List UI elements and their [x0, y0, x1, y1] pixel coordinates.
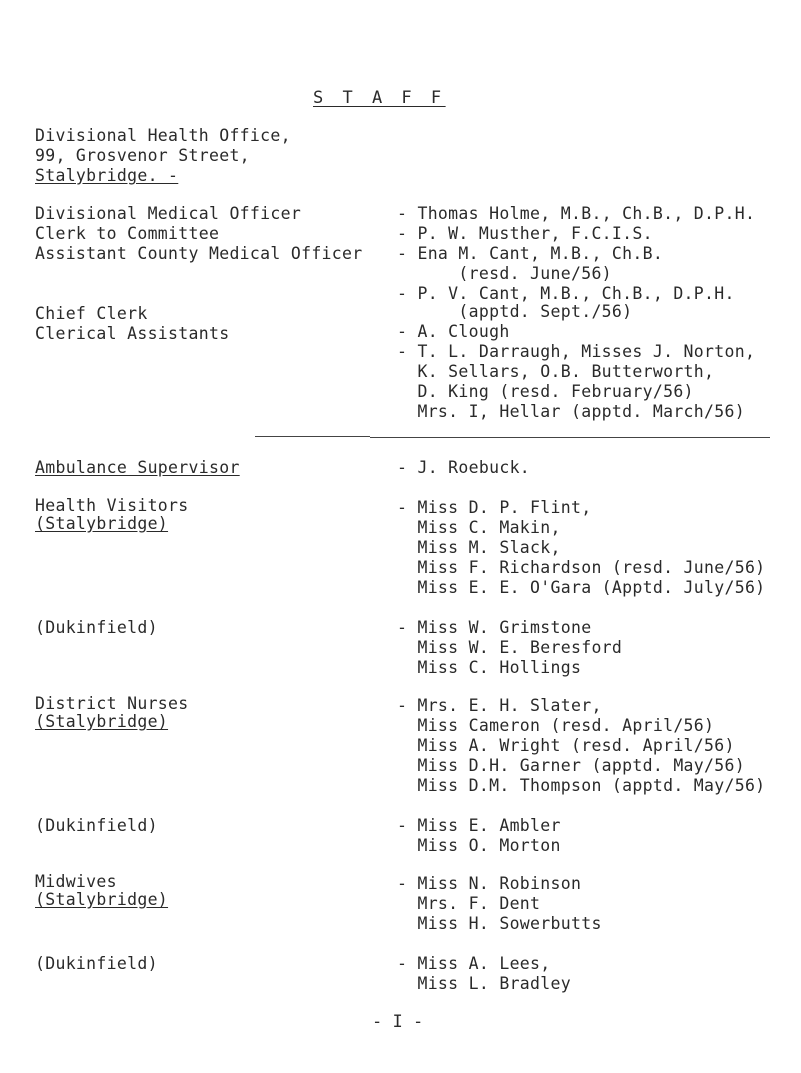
entry-clerical-line-4: Mrs. I, Hellar (apptd. March/56) — [397, 402, 745, 421]
hv-dukinfield-line-1: - Miss W. Grimstone — [397, 618, 592, 637]
entry-chief-clerk: - A. Clough — [397, 322, 510, 341]
dn-stalybridge-line-2: Miss Cameron (resd. April/56) — [397, 716, 715, 735]
hv-stalybridge-line-5: Miss E. E. O'Gara (Apptd. July/56) — [397, 578, 766, 597]
entry-acmo-line-1: - Ena M. Cant, M.B., Ch.B. — [397, 244, 664, 263]
dn-dukinfield-line-1: - Miss E. Ambler — [397, 816, 561, 835]
address-line-3: Stalybridge. - — [35, 166, 179, 185]
entry-clerical-line-1: - T. L. Darraugh, Misses J. Norton, — [397, 342, 756, 361]
mw-stalybridge-line-2: Mrs. F. Dent — [397, 894, 541, 913]
entry-divisional-medical-officer: - Thomas Holme, M.B., Ch.B., D.P.H. — [397, 204, 756, 223]
mw-stalybridge-line-1: - Miss N. Robinson — [397, 874, 582, 893]
divider-rule-right — [370, 437, 770, 438]
mw-dukinfield-line-1: - Miss A. Lees, — [397, 954, 551, 973]
hv-stalybridge-label: (Stalybridge) — [35, 514, 169, 533]
mw-stalybridge-label: (Stalybridge) — [35, 890, 169, 909]
dn-stalybridge-line-1: - Mrs. E. H. Slater, — [397, 696, 602, 715]
hv-dukinfield-line-2: Miss W. E. Beresford — [397, 638, 623, 657]
heading-midwives: Midwives — [35, 872, 117, 891]
role-divisional-medical-officer: Divisional Medical Officer — [35, 204, 302, 223]
hv-stalybridge-line-1: - Miss D. P. Flint, — [397, 498, 592, 517]
hv-dukinfield-label: (Dukinfield) — [35, 618, 158, 637]
entry-acmo-line-2: (resd. June/56) — [397, 264, 612, 283]
page-title: S T A F F — [313, 88, 446, 108]
heading-district-nurses: District Nurses — [35, 694, 189, 713]
hv-stalybridge-line-3: Miss M. Slack, — [397, 538, 561, 557]
hv-dukinfield-line-3: Miss C. Hollings — [397, 658, 582, 677]
divider-rule-left — [255, 436, 370, 437]
address-line-1: Divisional Health Office, — [35, 126, 291, 145]
entry-acmo-line-3: - P. V. Cant, M.B., Ch.B., D.P.H. — [397, 284, 735, 303]
dn-stalybridge-line-5: Miss D.M. Thompson (apptd. May/56) — [397, 776, 766, 795]
dn-stalybridge-line-3: Miss A. Wright (resd. April/56) — [397, 736, 735, 755]
mw-stalybridge-line-3: Miss H. Sowerbutts — [397, 914, 602, 933]
role-clerical-assistants: Clerical Assistants — [35, 324, 230, 343]
entry-clerical-line-3: D. King (resd. February/56) — [397, 382, 694, 401]
dn-dukinfield-label: (Dukinfield) — [35, 816, 158, 835]
entry-acmo-line-4: (apptd. Sept./56) — [397, 302, 633, 321]
role-clerk-to-committee: Clerk to Committee — [35, 224, 220, 243]
hv-stalybridge-line-2: Miss C. Makin, — [397, 518, 561, 537]
role-ambulance-supervisor: Ambulance Supervisor — [35, 458, 240, 477]
hv-stalybridge-line-4: Miss F. Richardson (resd. June/56) — [397, 558, 766, 577]
role-assistant-county-medical-officer: Assistant County Medical Officer — [35, 244, 363, 263]
entry-ambulance-supervisor: - J. Roebuck. — [397, 458, 531, 477]
dn-stalybridge-line-4: Miss D.H. Garner (apptd. May/56) — [397, 756, 745, 775]
heading-health-visitors: Health Visitors — [35, 496, 189, 515]
mw-dukinfield-line-2: Miss L. Bradley — [397, 974, 571, 993]
role-chief-clerk: Chief Clerk — [35, 304, 148, 323]
dn-stalybridge-label: (Stalybridge) — [35, 712, 169, 731]
address-line-2: 99, Grosvenor Street, — [35, 146, 250, 165]
page-number: - I - — [372, 1012, 424, 1032]
entry-clerk-to-committee: - P. W. Musther, F.C.I.S. — [397, 224, 653, 243]
mw-dukinfield-label: (Dukinfield) — [35, 954, 158, 973]
entry-clerical-line-2: K. Sellars, O.B. Butterworth, — [397, 362, 715, 381]
dn-dukinfield-line-2: Miss O. Morton — [397, 836, 561, 855]
